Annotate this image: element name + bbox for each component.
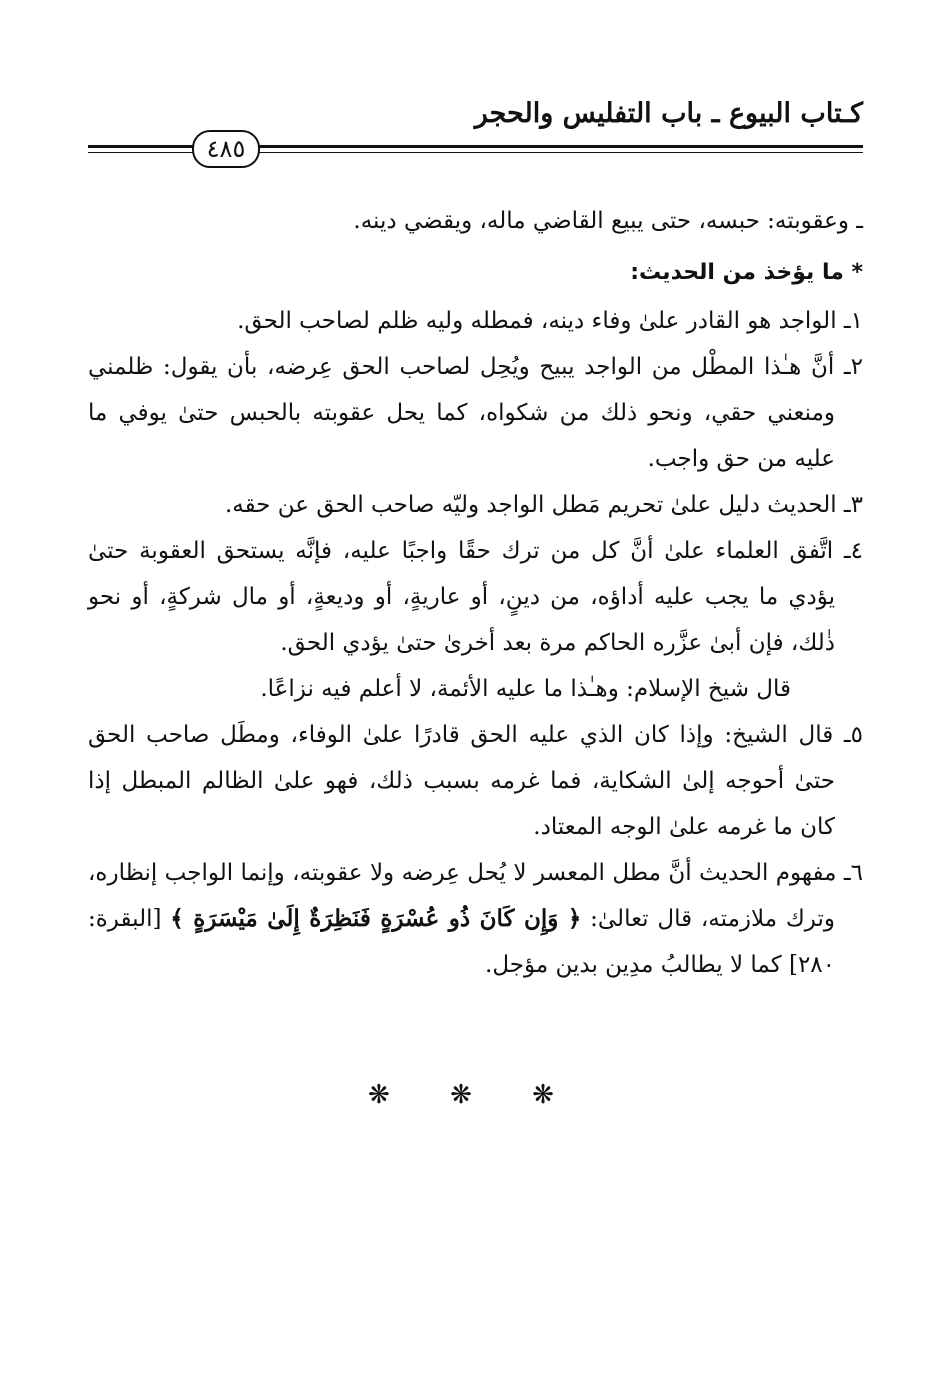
list-item: ٤ـ اتَّفق العلماء علىٰ أنَّ كل من ترك حقًا واجبًا عليه، فإنَّه يستحق العقوبة حتىٰ يؤدي ما يجب عليه أداؤه، من دينٍ، أو عاريةٍ، أو وديعةٍ، أو مال شركةٍ، أو نحو ذٰلك، فإن أبىٰ عزَّره الحاكم مرة بعد أخرىٰ حتىٰ يؤدي الحق. <box>88 538 863 656</box>
section-heading: * ما يؤخذ من الحديث: <box>630 260 863 285</box>
intro-paragraph: ـ وعقوبته: حبسه، حتى يبيع القاضي ماله، ويقضي دينه. <box>353 208 863 234</box>
list-item: ١ـ الواجد هو القادر علىٰ وفاء دينه، فمطله وليه ظلم لصاحب الحق. <box>237 308 863 334</box>
list-item: ٢ـ أنَّ هـٰذا المطْل من الواجد يبيح ويُحِل لصاحب الحق عِرضه، بأن يقول: ظلمني ومنعني حقي، ونحو ذلك من شكواه، كما يحل عقوبته بالحبس حتىٰ يوفي ما عليه من حق واجب. <box>88 354 863 472</box>
list-item-6 <box>88 850 863 988</box>
page-body <box>88 198 863 988</box>
list-item: ٣ـ الحديث دليل علىٰ تحريم مَطل الواجد وليّه صاحب الحق عن حقه. <box>224 492 863 518</box>
verse-reference: [البقرة: ٢٨٠] كما لا يطالبُ مدِين بدين مؤجل. <box>88 906 835 978</box>
running-title: كـتاب البيوع ـ باب التفليس والحجر <box>474 98 863 129</box>
page-number: ٤٨٥ <box>192 130 260 168</box>
quran-verse: ﴿ وَإِن كَانَ ذُو عُسْرَةٍ فَنَظِرَةٌ إِلَىٰ مَيْسَرَةٍ ﴾ <box>170 905 582 932</box>
quote-paragraph: قال شيخ الإسلام: وهـٰذا ما عليه الأئمة، لا أعلم فيه نزاعًا. <box>260 676 791 702</box>
item6-text: ٦ـ مفهوم الحديث أنَّ مطل المعسر لا يُحل عِرضه ولا عقوبته، وإنما الواجب إنظاره، وترك ملازمته، قال تعالىٰ: <box>88 860 863 932</box>
page-header <box>88 92 863 172</box>
section-separator: ❋ ❋ ❋ <box>368 1080 580 1110</box>
list-item: ٥ـ قال الشيخ: وإذا كان الذي عليه الحق قادرًا علىٰ الوفاء، ومطَل صاحب الحق حتىٰ أحوجه إلىٰ الشكاية، فما غرمه بسبب ذلك، فهو علىٰ الظالم المبطل إذا كان ما غرمه علىٰ الوجه المعتاد. <box>88 722 863 840</box>
